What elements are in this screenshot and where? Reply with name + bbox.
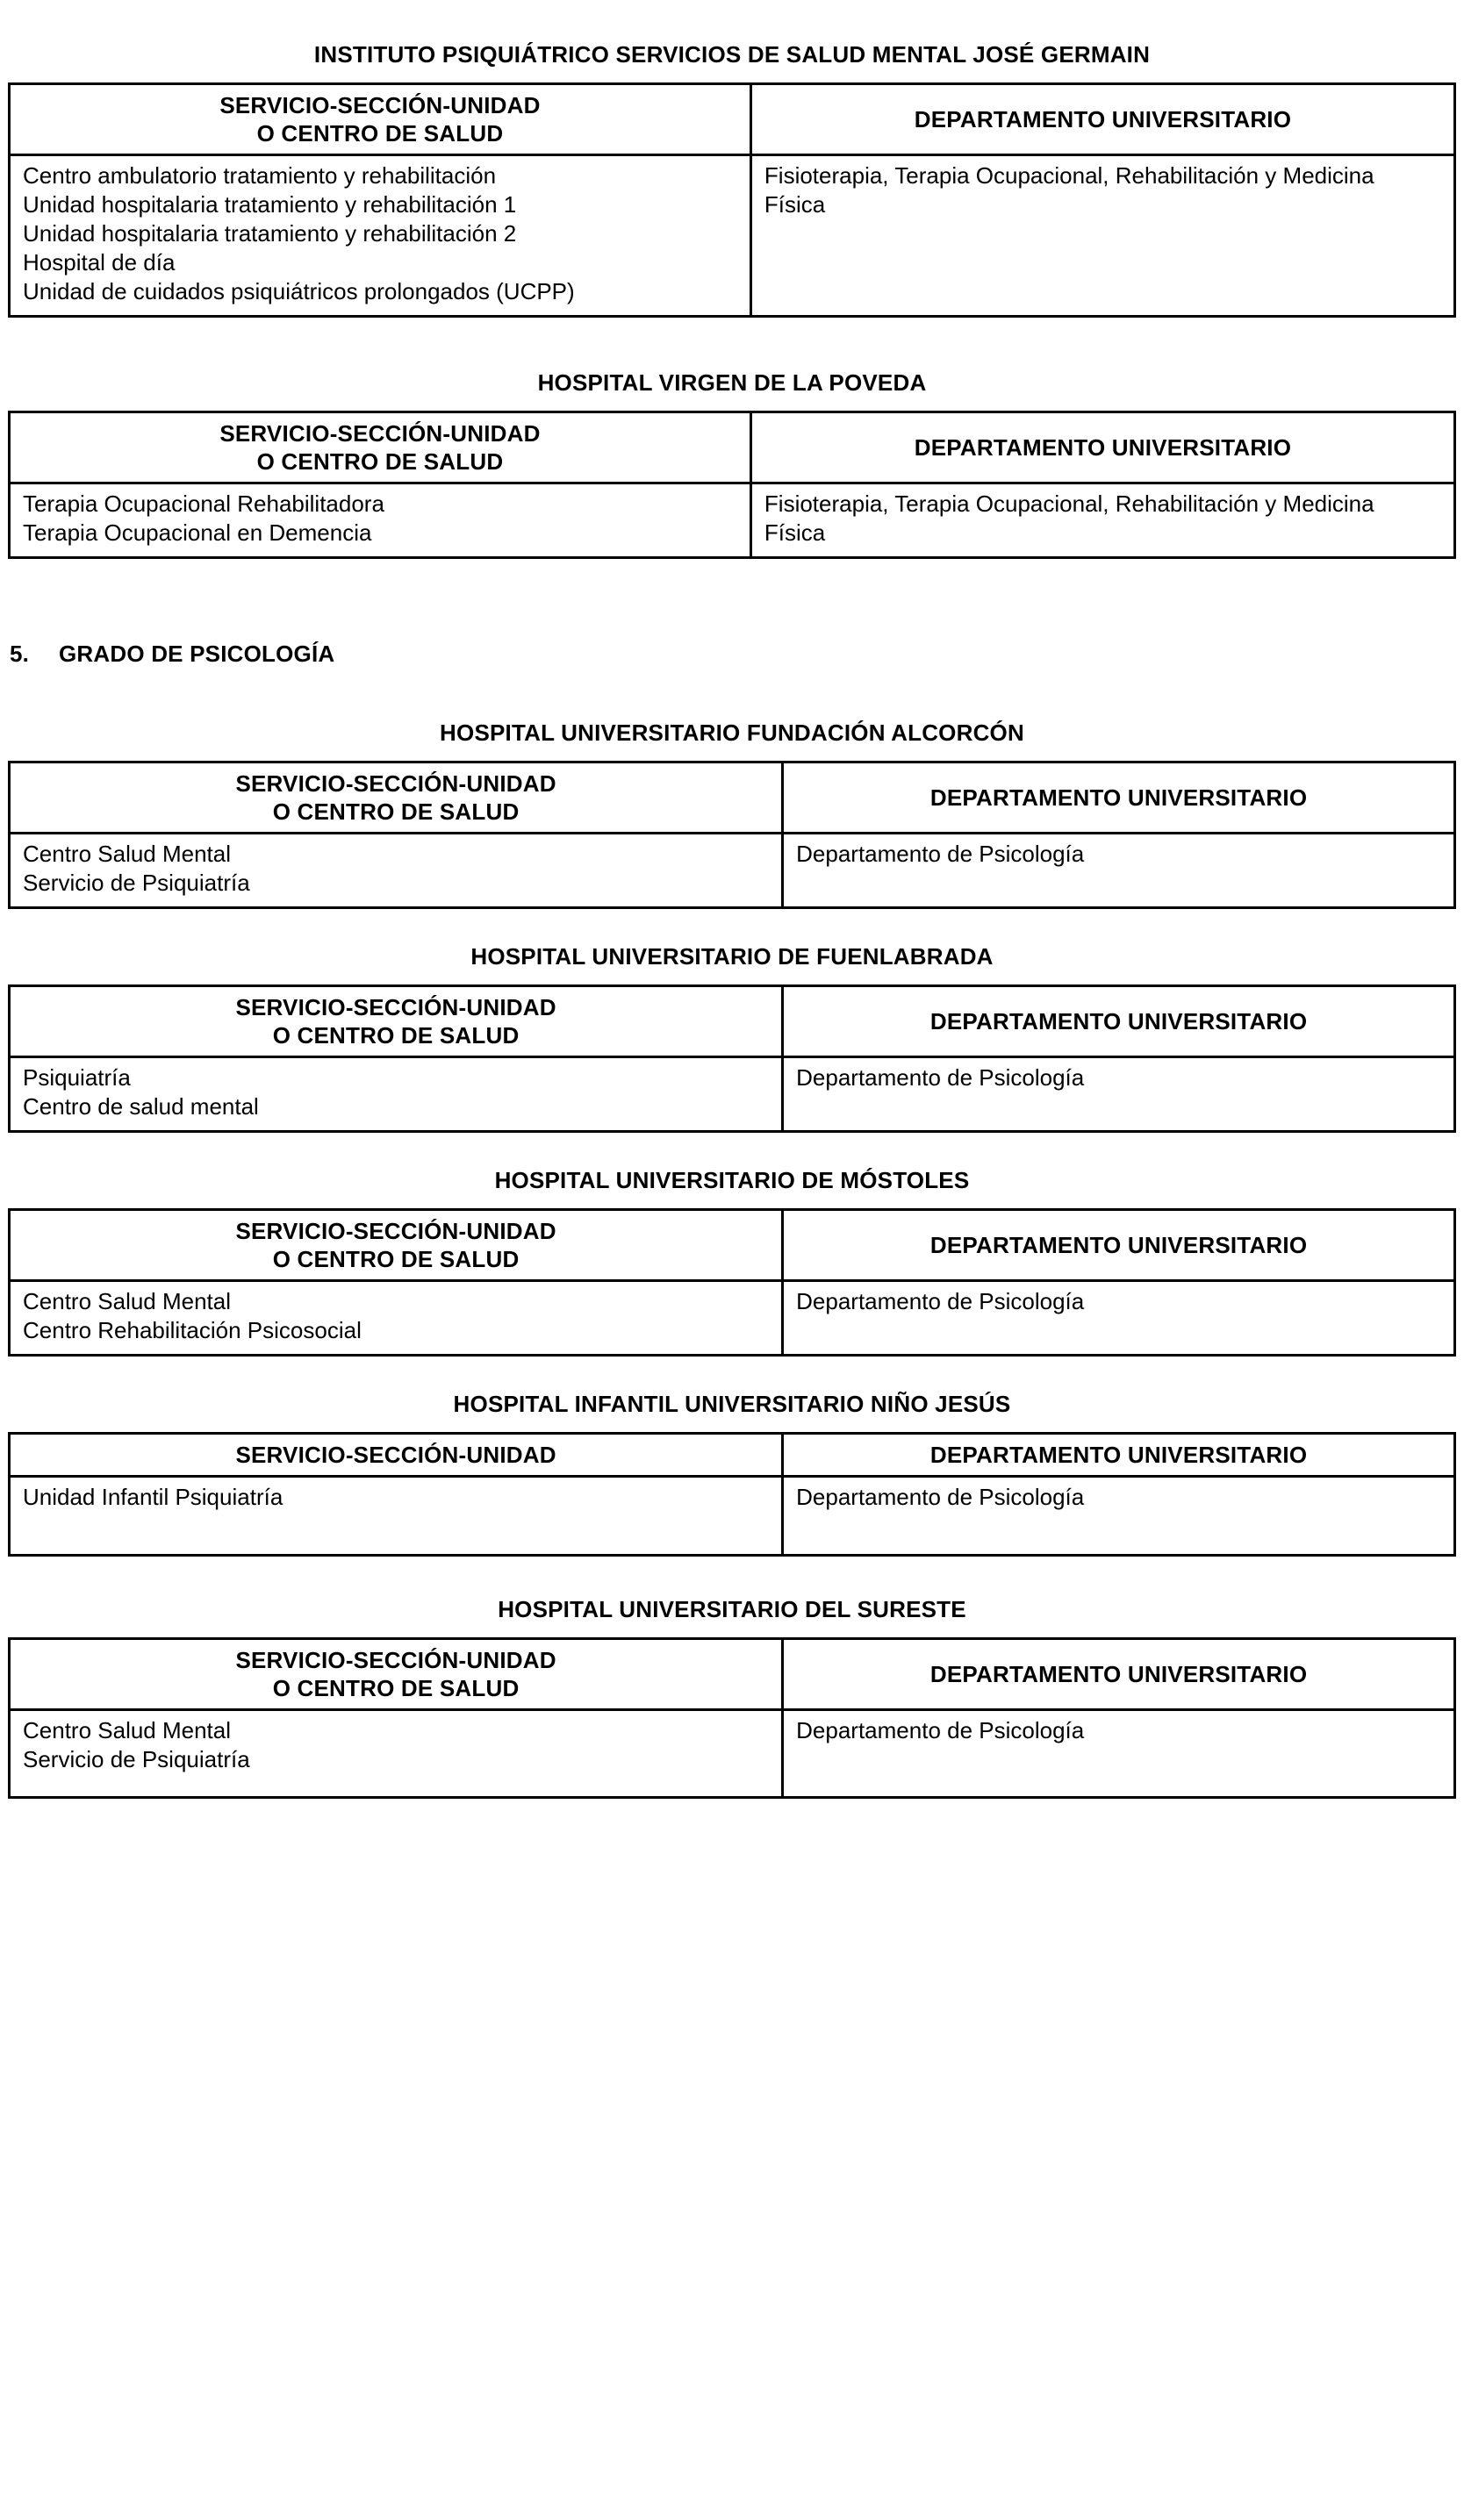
table-body-row (10, 834, 1455, 908)
header-line: O CENTRO DE SALUD (256, 120, 504, 147)
servicio-cell (10, 1710, 783, 1798)
hospital-table-section (8, 1166, 1456, 1357)
servicio-line: Centro Salud Mental (23, 841, 232, 867)
departamento-cell: Departamento de Psicología (783, 834, 1455, 908)
servicio-line: Hospital de día (23, 249, 176, 276)
header-departamento-universitario: DEPARTAMENTO UNIVERSITARIO (750, 84, 1454, 155)
hospital-table-section (8, 719, 1456, 909)
assignment-table (8, 1432, 1456, 1557)
servicio-cell (10, 155, 751, 317)
servicio-cell (10, 1281, 783, 1356)
section-title: GRADO DE PSICOLOGÍA (59, 641, 335, 667)
departamento-cell: Departamento de Psicología (783, 1710, 1455, 1798)
header-line: SERVICIO-SECCIÓN-UNIDAD (235, 1218, 556, 1244)
header-servicio-seccion-unidad (10, 986, 783, 1057)
table-body-row (10, 155, 1455, 317)
servicio-cell (10, 1477, 783, 1556)
servicio-line: Unidad hospitalaria tratamiento y rehabilitación 1 (23, 191, 517, 218)
servicio-line: Centro de salud mental (23, 1093, 259, 1120)
header-line: O CENTRO DE SALUD (272, 1022, 520, 1049)
header-servicio-seccion-unidad (10, 84, 751, 155)
document-content (8, 40, 1456, 1799)
hospital-title: HOSPITAL UNIVERSITARIO DEL SURESTE (498, 1596, 966, 1622)
hospital-title: HOSPITAL VIRGEN DE LA POVEDA (537, 369, 927, 396)
servicio-line: Unidad Infantil Psiquiatría (23, 1484, 283, 1510)
section-heading (10, 640, 1456, 668)
hospital-title: HOSPITAL UNIVERSITARIO FUNDACIÓN ALCORCÓN (440, 719, 1024, 746)
header-departamento-universitario: DEPARTAMENTO UNIVERSITARIO (783, 1210, 1455, 1281)
header-departamento-universitario: DEPARTAMENTO UNIVERSITARIO (783, 762, 1455, 834)
servicio-cell (10, 1057, 783, 1132)
header-servicio-seccion-unidad (10, 1210, 783, 1281)
header-line: SERVICIO-SECCIÓN-UNIDAD (235, 770, 556, 797)
hospital-table-section (8, 1390, 1456, 1557)
departamento-cell: Departamento de Psicología (783, 1477, 1455, 1556)
table-body-row (10, 1057, 1455, 1132)
hospital-title: HOSPITAL INFANTIL UNIVERSITARIO NIÑO JESÚS (453, 1391, 1011, 1417)
hospital-table-section (8, 1595, 1456, 1799)
hospital-title: HOSPITAL UNIVERSITARIO DE FUENLABRADA (470, 943, 994, 970)
table-header-row (10, 1639, 1455, 1710)
header-line: O CENTRO DE SALUD (272, 798, 520, 825)
table-header-row (10, 762, 1455, 834)
departamento-cell: Fisioterapia, Terapia Ocupacional, Rehabilitación y Medicina Física (750, 483, 1454, 558)
table-header-row (10, 412, 1455, 483)
servicio-line: Terapia Ocupacional en Demencia (23, 519, 372, 546)
servicio-line: Unidad hospitalaria tratamiento y rehabilitación 2 (23, 220, 517, 247)
servicio-line: Centro Salud Mental (23, 1288, 232, 1314)
table-header-row (10, 986, 1455, 1057)
header-servicio-seccion-unidad (10, 1434, 783, 1477)
hospital-table-section (8, 40, 1456, 318)
table-header-row (10, 1434, 1455, 1477)
hospital-table-section (8, 369, 1456, 559)
header-line: SERVICIO-SECCIÓN-UNIDAD (235, 1442, 556, 1468)
departamento-cell: Departamento de Psicología (783, 1281, 1455, 1356)
servicio-line: Psiquiatría (23, 1064, 131, 1091)
header-servicio-seccion-unidad (10, 1639, 783, 1710)
servicio-line: Centro Salud Mental (23, 1717, 232, 1743)
servicio-line: Centro Rehabilitación Psicosocial (23, 1317, 362, 1343)
section-number: 5. (10, 641, 30, 667)
header-line: SERVICIO-SECCIÓN-UNIDAD (219, 92, 541, 118)
table-body-row (10, 1477, 1455, 1556)
header-line: SERVICIO-SECCIÓN-UNIDAD (219, 420, 541, 447)
header-line: SERVICIO-SECCIÓN-UNIDAD (235, 994, 556, 1020)
assignment-table (8, 411, 1456, 559)
servicio-line: Terapia Ocupacional Rehabilitadora (23, 490, 384, 517)
header-departamento-universitario: DEPARTAMENTO UNIVERSITARIO (783, 986, 1455, 1057)
servicio-line: Unidad de cuidados psiquiátricos prolongados (UCPP) (23, 278, 575, 304)
header-line: SERVICIO-SECCIÓN-UNIDAD (235, 1647, 556, 1673)
header-servicio-seccion-unidad (10, 762, 783, 834)
servicio-cell (10, 834, 783, 908)
header-line: O CENTRO DE SALUD (272, 1675, 520, 1701)
assignment-table (8, 984, 1456, 1133)
servicio-cell (10, 483, 751, 558)
hospital-title: INSTITUTO PSIQUIÁTRICO SERVICIOS DE SALUD MENTAL JOSÉ GERMAIN (313, 41, 1151, 68)
assignment-table (8, 82, 1456, 318)
assignment-table (8, 1208, 1456, 1357)
hospital-title: HOSPITAL UNIVERSITARIO DE MÓSTOLES (494, 1167, 970, 1193)
table-header-row (10, 1210, 1455, 1281)
departamento-cell: Departamento de Psicología (783, 1057, 1455, 1132)
header-line: O CENTRO DE SALUD (272, 1246, 520, 1272)
header-departamento-universitario: DEPARTAMENTO UNIVERSITARIO (783, 1639, 1455, 1710)
header-departamento-universitario: DEPARTAMENTO UNIVERSITARIO (750, 412, 1454, 483)
departamento-cell: Fisioterapia, Terapia Ocupacional, Rehabilitación y Medicina Física (750, 155, 1454, 317)
assignment-table (8, 1637, 1456, 1799)
table-body-row (10, 1710, 1455, 1798)
table-header-row (10, 84, 1455, 155)
servicio-line: Centro ambulatorio tratamiento y rehabilitación (23, 162, 497, 189)
header-line: O CENTRO DE SALUD (256, 448, 504, 475)
servicio-line: Servicio de Psiquiatría (23, 1746, 250, 1772)
header-servicio-seccion-unidad (10, 412, 751, 483)
table-body-row (10, 1281, 1455, 1356)
hospital-table-section (8, 942, 1456, 1133)
assignment-table (8, 761, 1456, 909)
servicio-line: Servicio de Psiquiatría (23, 870, 250, 896)
table-body-row (10, 483, 1455, 558)
header-departamento-universitario: DEPARTAMENTO UNIVERSITARIO (783, 1434, 1455, 1477)
